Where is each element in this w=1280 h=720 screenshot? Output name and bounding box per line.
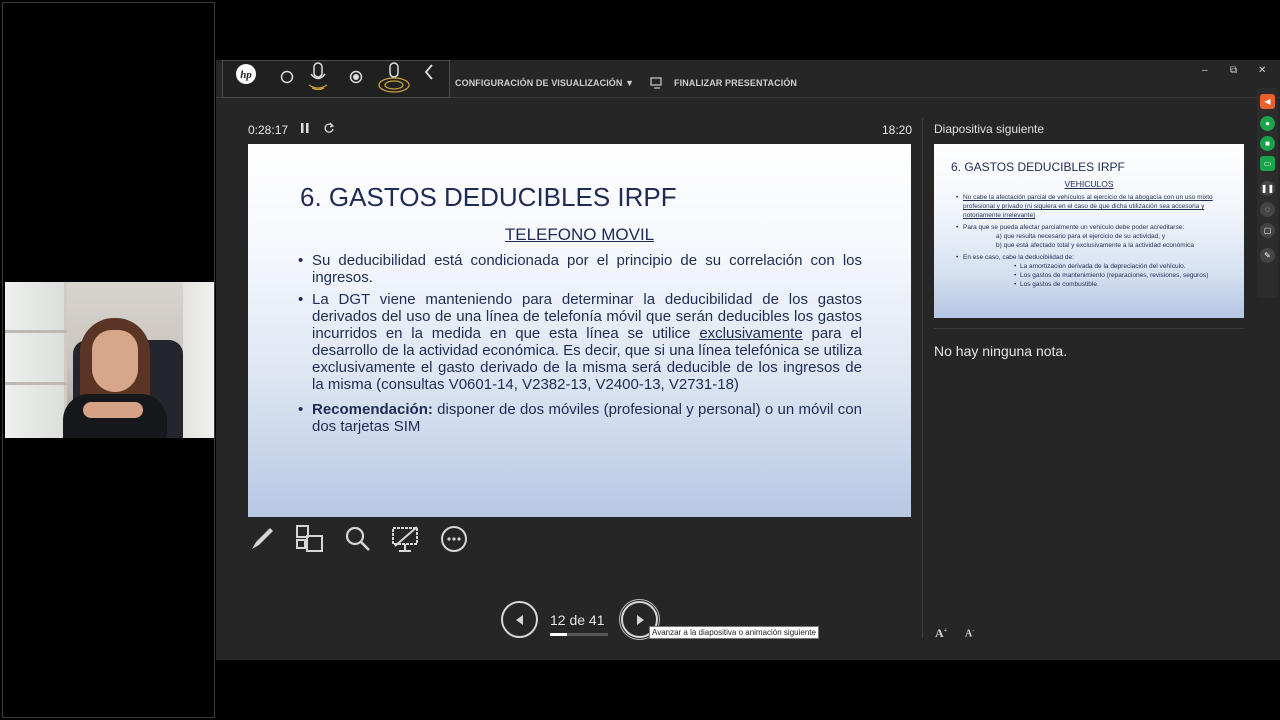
presenter-toolbar bbox=[216, 60, 1280, 98]
pause-icon[interactable] bbox=[300, 122, 310, 134]
pause-recording-icon[interactable]: ❚❚ bbox=[1260, 181, 1275, 196]
next-icon bbox=[633, 613, 647, 627]
clock: 18:20 bbox=[882, 123, 913, 137]
clip-icon[interactable]: ◌ bbox=[1260, 202, 1275, 217]
all-slides-icon[interactable] bbox=[294, 523, 326, 555]
minimize-button[interactable]: – bbox=[1202, 65, 1208, 76]
presenter-view bbox=[216, 60, 1280, 660]
slide-bullets bbox=[298, 252, 862, 440]
back-arrow-icon[interactable]: ◀ bbox=[1260, 94, 1275, 109]
webcam-panel bbox=[2, 2, 215, 718]
black-screen-icon[interactable] bbox=[390, 523, 422, 555]
bullet-2: • La DGT viene manteniendo para determinar la deducibilidad de los gastos derivados del uso de una línea de telefonía móvil que serán deducibles los gastos incurridos en la medida en que esta línea se utilice exclusivamente para el desarrollo de la actividad económica. Es decir, que si una línea telefónica se utiliza exclusivamente el gasto derivado de la misma será deducible de los ingresos de la misma (consultas V0601-14, V2382-13, V2400-13, V2731-18) bbox=[298, 291, 862, 393]
pen-icon[interactable] bbox=[246, 523, 278, 555]
webcam-video bbox=[5, 282, 214, 438]
hp-logo-icon[interactable] bbox=[235, 63, 257, 85]
restore-button[interactable]: ⧉ bbox=[1230, 65, 1238, 76]
slide-progress bbox=[550, 633, 608, 636]
notes-divider bbox=[934, 328, 1244, 329]
previous-slide-button[interactable] bbox=[501, 601, 538, 638]
next-slide-thumbnail[interactable] bbox=[934, 144, 1244, 318]
reset-icon[interactable] bbox=[323, 122, 335, 134]
previous-icon bbox=[513, 613, 527, 627]
draw-icon[interactable]: ✎ bbox=[1260, 248, 1275, 263]
camera-status-icon[interactable]: ■ bbox=[1260, 136, 1275, 151]
record-dot-icon[interactable] bbox=[349, 70, 363, 84]
chevron-left-icon[interactable] bbox=[423, 63, 435, 81]
next-slide-title: 6. GASTOS DEDUCIBLES IRPF bbox=[951, 160, 1125, 174]
recording-toolbar bbox=[222, 60, 450, 98]
mic-status-icon[interactable]: ● bbox=[1260, 116, 1275, 131]
speaker-notes[interactable]: No hay ninguna nota. bbox=[934, 343, 1068, 359]
font-decrease-icon[interactable]: A- bbox=[965, 628, 975, 640]
svg-text:hp: hp bbox=[240, 69, 252, 81]
zoom-icon[interactable] bbox=[342, 523, 374, 555]
chat-icon[interactable]: ▢ bbox=[1260, 223, 1275, 238]
side-app-strip bbox=[1257, 88, 1278, 298]
next-tooltip: Avanzar a la diapositiva o animación siguiente bbox=[649, 626, 819, 639]
monitor-settings-icon[interactable] bbox=[649, 76, 663, 90]
slide-subtitle: TELEFONO MOVIL bbox=[504, 225, 655, 244]
current-slide[interactable] bbox=[248, 144, 911, 517]
font-increase-icon[interactable]: A+ bbox=[935, 626, 948, 640]
close-button[interactable]: ✕ bbox=[1258, 65, 1267, 76]
bullet-1: • Su deducibilidad está condicionada por el principio de su correlación con los ingresos. bbox=[298, 252, 862, 286]
microphone-icon[interactable] bbox=[305, 61, 331, 93]
next-slide-body: • No cabe la afectación parcial de vehículos al ejercicio de la abogacía con un uso mixto profesional y privado (ni siquiera en el caso de que dicha utilización sea accesoria y notoriamente irrelevante) • Para que se pueda afectar parcialmente un vehículo debe poder acreditarse: a) que resulta necesario para el ejercicio de su actividad, y b) que está afectado total y exclusivamente a la actividad económica • En ese caso, cabe la deducibilidad de: • La amortización derivada de la depreciación del vehículo. • Los gastos de mantenimiento (reparaciones, revisiones, seguros) • Los gastos de combustible. bbox=[956, 193, 1236, 289]
elapsed-timer: 0:28:17 bbox=[248, 123, 289, 137]
more-options-icon[interactable] bbox=[438, 523, 470, 555]
panel-divider bbox=[922, 118, 923, 638]
microphone-active-icon[interactable] bbox=[377, 61, 411, 95]
next-slide-subtitle: VEHICULOS bbox=[1064, 179, 1114, 189]
slide-title: 6. GASTOS DEDUCIBLES IRPF bbox=[300, 182, 677, 212]
end-show-button[interactable]: FINALIZAR PRESENTACIÓN bbox=[674, 78, 798, 88]
circle-icon[interactable] bbox=[280, 70, 294, 84]
bullet-3: • Recomendación: disponer de dos móviles (profesional y personal) o un móvil con dos tarjetas SIM bbox=[298, 401, 862, 435]
display-settings-menu[interactable]: CONFIGURACIÓN DE VISUALIZACIÓN ▼ bbox=[455, 78, 635, 88]
screen-share-icon[interactable]: ▭ bbox=[1260, 156, 1275, 171]
slide-counter[interactable]: 12 de 41 bbox=[550, 612, 605, 628]
next-slide-label: Diapositiva siguiente bbox=[934, 122, 1045, 136]
